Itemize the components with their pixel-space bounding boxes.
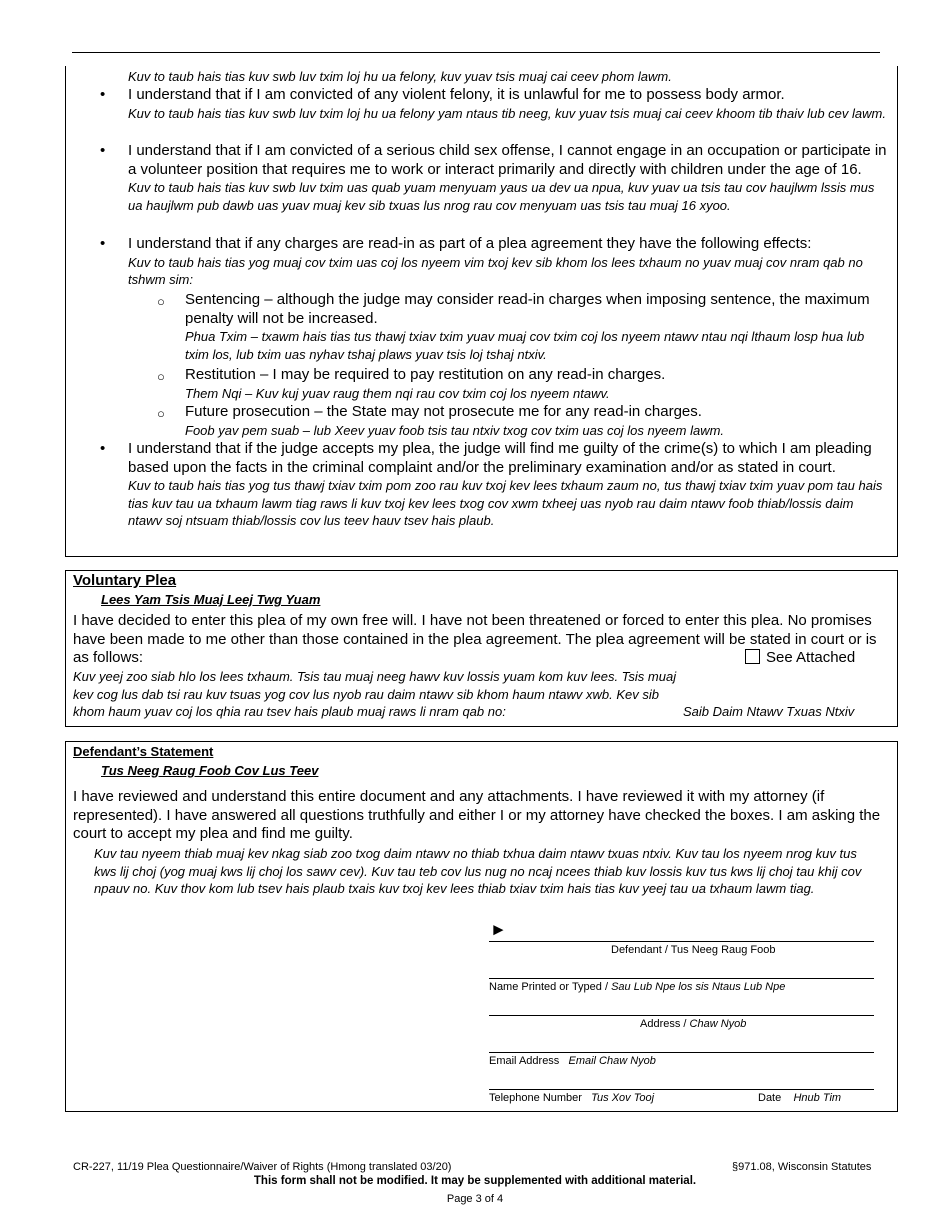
subitem-hm: Foob yav pem suab – lub Xeev yuav foob tsis tau ntxiv txog cov txim uas coj los nyeem lawm.	[185, 422, 725, 438]
phone-label-hm: Tus Xov Tooj	[591, 1092, 655, 1104]
subitem-prosecution	[185, 403, 885, 439]
bullet-guilty	[128, 440, 890, 530]
bullet-body-armor	[128, 86, 890, 122]
email-label-hm: Email Chaw Nyob	[568, 1055, 656, 1067]
bullet-en: I understand that if the judge accepts my plea, the judge will find me guilty of the crime(s) to which I am pleading based upon the facts in the criminal complaint and/or the preliminary examination and/or as stated in court.	[128, 440, 872, 476]
circle-bullet-icon: ○	[157, 369, 165, 384]
subitem-hm: Them Nqi – Kuv kuj yuav raug them nqi rau cov txim coj los nyeem ntawv.	[185, 385, 610, 401]
email-label-en: Email Address	[489, 1055, 560, 1067]
voluntary-plea-subtitle: Lees Yam Tsis Muaj Leej Twg Yuam	[101, 592, 321, 607]
voluntary-plea-hm: Kuv yeej zoo siab hlo los lees txhaum. Tsis tau muaj neeg hawv kuv lossis yuam kom kuv lees. Tsis muaj kev cog lus dab tsi rau kuv tsuas yog cov lus nyob rau daim ntawv sib khom haum ntawv xwb. Kev sib khom haum yuav coj los qhia rau tsev hais plaub muaj raws li nram qab no:	[73, 669, 677, 719]
address-label-en: Address /	[640, 1018, 690, 1030]
subitem-en: Restitution – I may be required to pay restitution on any read-in charges.	[185, 366, 666, 383]
modification-notice: This form shall not be modified. It may be supplemented with additional material.	[253, 1175, 697, 1187]
bullet-child-offense	[128, 142, 890, 214]
phone-label-en: Telephone Number	[489, 1092, 582, 1104]
circle-bullet-icon: ○	[157, 294, 165, 309]
rights-section	[65, 66, 898, 557]
bullet-hm: Kuv to taub hais tias kuv swb luv txim uas quab yuam menyuam yaus ua dev ua npua, kuv yuav ua tsis tau cov haujlwm lssis mus ua haujlwm pub dawb uas yuav muaj kev sib txuas lus nrog rau cov menyuam uas tsis tau muaj 16 xyoo.	[128, 180, 875, 213]
signature-line[interactable]	[489, 941, 874, 942]
defendant-statement-section	[65, 741, 898, 1112]
bullet-en: I understand that if I am convicted of any violent felony, it is unlawful for me to possess body armor.	[128, 86, 785, 103]
bullet-icon: •	[100, 142, 106, 159]
subitem-sentencing	[185, 291, 885, 363]
intro-hmong: Kuv to taub hais tias kuv swb luv txim loj hu ua felony, kuv yuav tsis muaj cai ceev phom lawm.	[128, 69, 672, 84]
defendant-statement-hm: Kuv tau nyeem thiab muaj kev nkag siab zoo txog daim ntawv no thiab txhua daim ntawv txuas ntxiv. Kuv tau los nyeem nrog kuv tus kws lij choj (yog muaj kws lij choj los sawv cev). Kuv tau teb cov lus nug no ncaj ncees thiab kuv lossis kuv tus kws lij choj tau khij cov npauv no. Kuv thov kom lub tsev hais plaub txais kuv txoj kev lees thiab txiav txim hais tias kuv yeej tau ua txhaum lawm tiag.	[94, 846, 862, 896]
date-label-en: Date	[758, 1092, 782, 1104]
address-field[interactable]	[489, 1015, 874, 1016]
page-number: Page 3 of 4	[446, 1193, 504, 1205]
subitem-hm: Phua Txim – txawm hais tias tus thawj txiav txim yuav muaj cov txim coj los nyeem ntawv ntau nqi lthaum losp hua lub txim los, lub txim uas nyhav tshaj plaws yuav tsis loj tshaj ntxiv.	[185, 329, 865, 362]
statute-ref: §971.08, Wisconsin Statutes	[732, 1161, 872, 1173]
bullet-icon: •	[100, 440, 106, 457]
address-label	[640, 1018, 746, 1030]
subitem-en: Future prosecution – the State may not prosecute me for any read-in charges.	[185, 403, 702, 420]
name-label-hm: Sau Lub Npe los sis Ntaus Lub Npe	[611, 981, 786, 993]
name-field[interactable]	[489, 978, 874, 979]
form-id: CR-227, 11/19 Plea Questionnaire/Waiver of Rights (Hmong translated 03/20)	[73, 1161, 452, 1173]
bullet-read-in	[128, 235, 890, 289]
see-attached-label: See Attached	[766, 649, 856, 666]
date-label	[758, 1092, 841, 1104]
checkbox-icon[interactable]	[745, 649, 760, 664]
bullet-hm: Kuv to taub hais tias yog muaj cov txim uas coj los nyeem vim txoj kev sib khom los lees txhaum no yuav muaj cov nram qab no tshwm sim:	[128, 254, 863, 287]
subitem-restitution	[185, 366, 885, 402]
voluntary-plea-en: I have decided to enter this plea of my own free will. I have not been threatened or forced to enter this plea. No promises have been made to me other than those contained in the plea agreement. The plea agreement will be stated in court or is as follows:	[73, 612, 877, 666]
bullet-hm: Kuv to taub hais tias kuv swb luv txim loj hu ua felony yam ntaus tib neeg, kuv yuav tsis muaj cai ceev khoom tib thaiv lub cev lawm.	[128, 105, 886, 121]
voluntary-plea-title: Voluntary Plea	[73, 572, 177, 589]
see-attached-hm: Saib Daim Ntawv Txuas Ntxiv	[683, 704, 855, 719]
circle-bullet-icon: ○	[157, 406, 165, 421]
bullet-hm: Kuv to taub hais tias yog tus thawj txiav txim pom zoo rau kuv txoj kev lees txhaum zaum no, tus thawj txiav txim yuav pom tau hais tias kuv tau ua txhaum lawm tiag raws li kuv txoj kev lees txog cov xwm txheej uas nyob rau daim ntawv foob thiab/lossis daim ntawv soj ntsuam thiab/lossis cov lus teev hauv tsev hais plaub.	[128, 478, 883, 528]
bullet-icon: •	[100, 235, 106, 252]
defendant-statement-en: I have reviewed and understand this entire document and any attachments. I have reviewed it with my attorney (if represented). I have answered all questions truthfully and either I or my attorney have checked the boxes. I am asking the court to accept my plea and find me guilty.	[73, 788, 881, 842]
subitem-en: Sentencing – although the judge may consider read-in charges when imposing sentence, the maximum penalty will not be increased.	[185, 291, 870, 327]
address-label-hm: Chaw Nyob	[689, 1018, 747, 1030]
phone-date-field[interactable]	[489, 1089, 874, 1090]
phone-label	[489, 1092, 654, 1104]
defendant-statement-title: Defendant’s Statement	[73, 744, 214, 759]
bullet-en: I understand that if I am convicted of a serious child sex offense, I cannot engage in an occupation or participate in a volunteer position that requires me to work or interact primarily and directly with children under the age of 16.	[128, 142, 887, 178]
name-label-en: Name Printed or Typed /	[489, 981, 612, 993]
email-label	[489, 1055, 656, 1067]
top-rule	[72, 52, 880, 53]
date-label-hm: Hnub Tim	[793, 1092, 842, 1104]
signature-arrow-icon: ►	[490, 920, 507, 939]
bullet-en: I understand that if any charges are read-in as part of a plea agreement they have the following effects:	[128, 235, 812, 252]
name-label	[489, 981, 785, 993]
see-attached-checkbox[interactable]	[745, 649, 855, 668]
bullet-icon: •	[100, 86, 106, 103]
defendant-statement-subtitle: Tus Neeg Raug Foob Cov Lus Teev	[101, 763, 319, 778]
voluntary-plea-section	[65, 570, 898, 727]
signature-label: Defendant / Tus Neeg Raug Foob	[611, 944, 776, 956]
email-field[interactable]	[489, 1052, 874, 1053]
